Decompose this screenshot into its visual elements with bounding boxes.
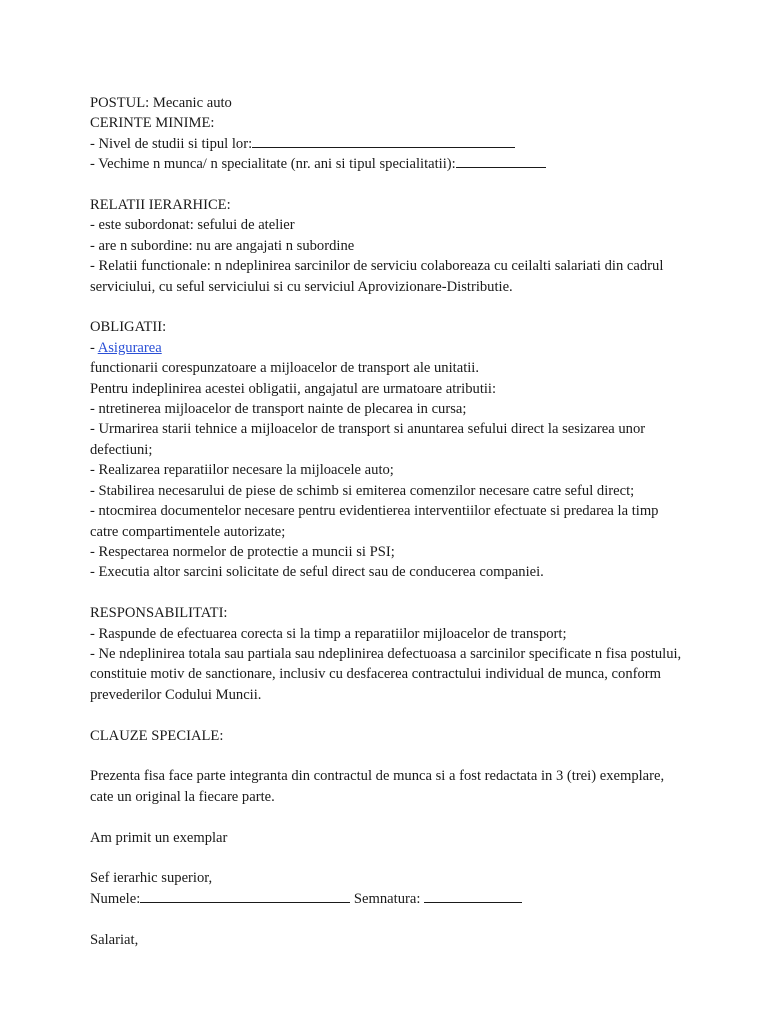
- name-blank: [140, 889, 350, 903]
- spacer: [90, 909, 690, 929]
- obligation-line: - ntretinerea mijloacelor de transport nainte de plecarea in cursa;: [90, 401, 467, 418]
- hierarchy-item: - Relatii functionale: n ndeplinirea sarcinilor de serviciu colaboreaza cu ceilalti salariati din cadrul serviciului, cu seful serviciului si cu serviciul Aprovizionare-Distributie.: [90, 258, 664, 295]
- hierarchy-item: - este subordonat: sefului de atelier: [90, 217, 295, 234]
- education-label: - Nivel de studii si tipul lor:: [90, 135, 253, 152]
- requirements-heading: CERINTE MINIME:: [90, 115, 215, 132]
- special-clauses-heading: CLAUZE SPECIALE:: [90, 727, 224, 744]
- link-prefix: -: [90, 339, 98, 356]
- experience-line: [90, 154, 690, 174]
- spacer: [90, 848, 690, 868]
- name-label: Numele:: [90, 890, 141, 907]
- spacer: [90, 705, 690, 725]
- special-clauses-text: Prezenta fisa face parte integranta din contractul de munca si a fost redactata in 3 (trei) exemplare, cate un original la fiecare parte.: [90, 768, 665, 805]
- obligation-line: - Respectarea normelor de protectie a muncii si PSI;: [90, 543, 395, 560]
- asigurarea-link[interactable]: Asigurarea: [97, 339, 162, 356]
- spacer: [90, 583, 690, 603]
- education-blank: [252, 134, 515, 148]
- signature-blank: [424, 889, 522, 903]
- hierarchy-item: - are n subordine: nu are angajati n subordine: [90, 237, 355, 254]
- obligation-line: Pentru indeplinirea acestei obligatii, angajatul are urmatoare atributii:: [90, 380, 497, 397]
- responsibility-item: - Ne ndeplinirea totala sau partiala sau ndeplinirea defectuoasa a sarcinilor specificate n fisa postului, constituie motiv de sanctionare, inclusiv cu desfacerea contractului individual de munca, conform prevederilor Codului Muncii.: [90, 645, 682, 703]
- experience-label: - Vechime n munca/ n specialitate (nr. ani si tipul specialitatii):: [90, 156, 456, 173]
- received-copy: Am primit un exemplar: [90, 829, 228, 846]
- spacer: [90, 297, 690, 317]
- obligation-line: - Realizarea reparatiilor necesare la mijloacele auto;: [90, 462, 394, 479]
- document-page: [90, 93, 690, 950]
- spacer: [90, 746, 690, 766]
- spacer: [90, 175, 690, 195]
- obligation-line: - ntocmirea documentelor necesare pentru evidentierea interventiilor efectuate si predarea la timp catre compartimentele autorizate;: [90, 503, 659, 540]
- superior-label: Sef ierarhic superior,: [90, 870, 213, 887]
- signature-line: [90, 889, 690, 909]
- obligations-heading: OBLIGATII:: [90, 319, 167, 336]
- obligation-line: - Executia altor sarcini solicitate de seful direct sau de conducerea companiei.: [90, 564, 544, 581]
- obligation-line: - Urmarirea starii tehnice a mijloacelor de transport si anuntarea sefului direct la sesizarea unor defectiuni;: [90, 421, 646, 458]
- obligation-line: - Stabilirea necesarului de piese de schimb si emiterea comenzilor necesare catre seful direct;: [90, 482, 635, 499]
- responsibilities-heading: RESPONSABILITATI:: [90, 605, 228, 622]
- signature-label: Semnatura:: [353, 890, 421, 907]
- hierarchy-heading: RELATII IERARHICE:: [90, 197, 231, 214]
- employee-label: Salariat,: [90, 931, 139, 948]
- job-title: POSTUL: Mecanic auto: [90, 95, 232, 111]
- responsibility-item: - Raspunde de efectuarea corecta si la timp a reparatiilor mijloacelor de transport;: [90, 625, 567, 642]
- obligation-line: functionarii corespunzatoare a mijloacelor de transport ale unitatii.: [90, 360, 480, 377]
- obligations-link-line: [90, 338, 690, 358]
- experience-blank: [456, 154, 546, 168]
- spacer: [90, 807, 690, 827]
- education-line: [90, 134, 690, 154]
